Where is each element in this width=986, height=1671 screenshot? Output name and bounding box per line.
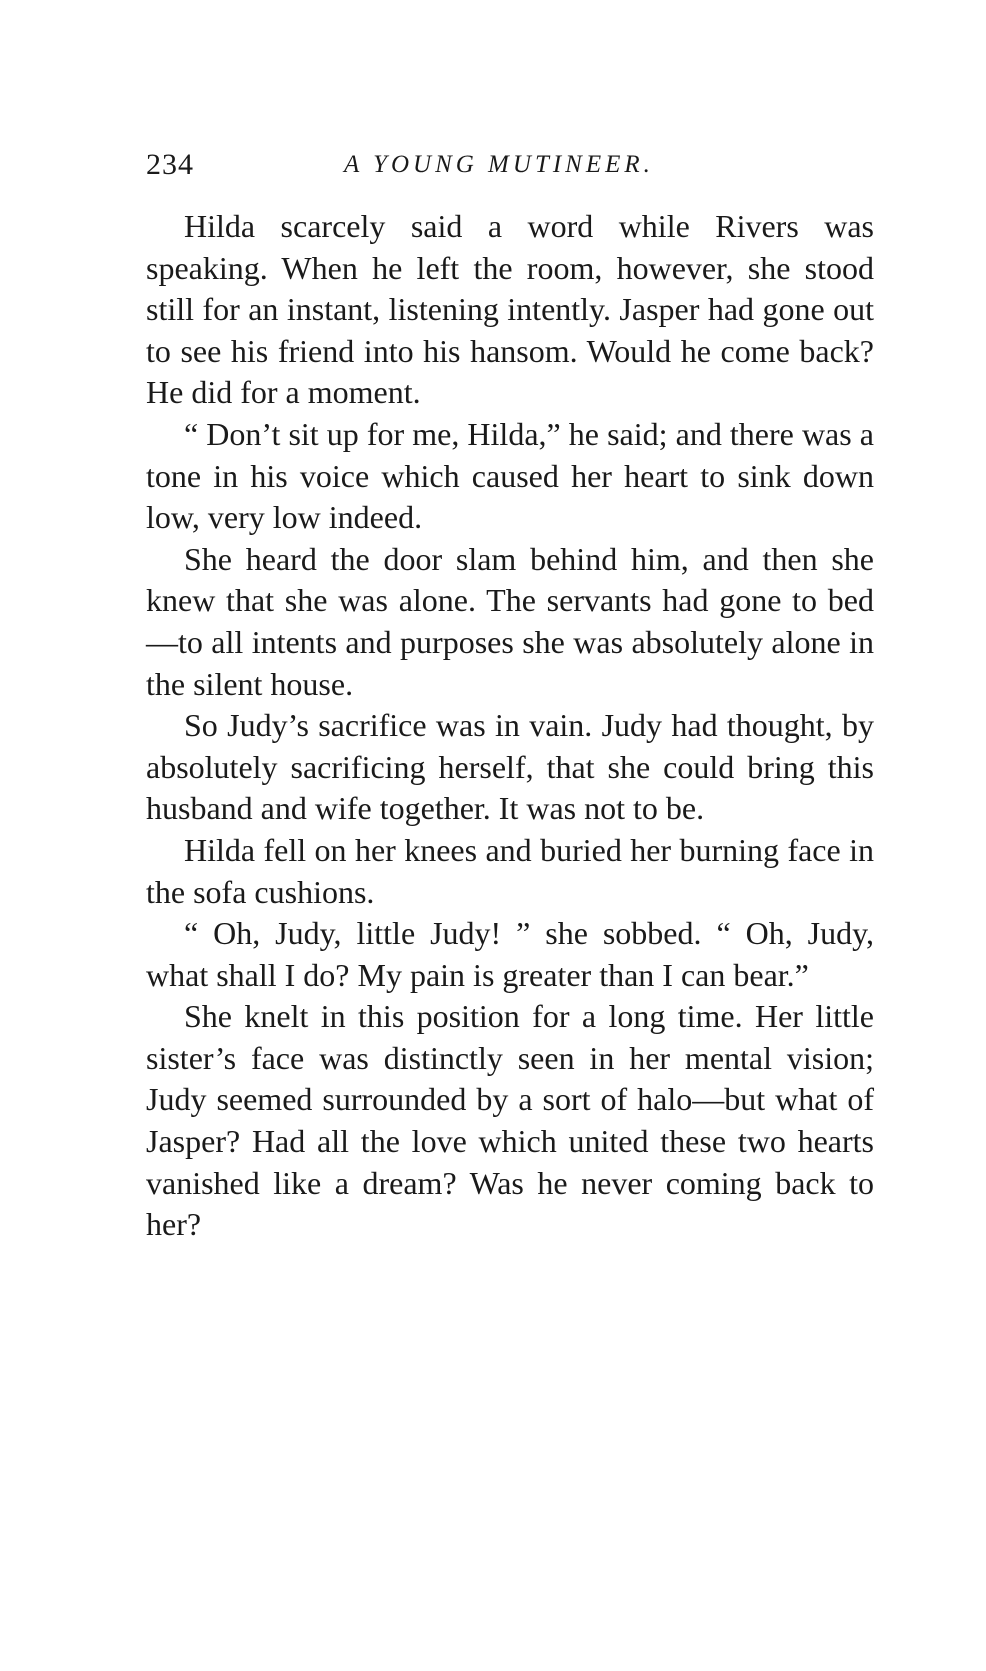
running-title: A YOUNG MUTINEER. — [344, 151, 654, 178]
running-header — [146, 148, 876, 188]
paragraph: So Judy’s sacrifice was in vain. Judy had thought, by absolutely sacrificing herself, that she could bring this husband and wife together. It was not to be. — [146, 707, 874, 827]
body-text — [146, 206, 874, 1246]
paragraph: Hilda fell on her knees and buried her burning face in the sofa cushions. — [146, 831, 874, 910]
paragraph: She knelt in this position for a long time. Her little sister’s face was distinctly seen in her mental vision; Judy seemed surrounded by a sort of halo—but what of Jasper? Had all the love which united these two hearts vanished like a dream? Was he never coming back to her? — [146, 998, 874, 1243]
paragraph: “ Oh, Judy, little Judy! ” she sobbed. “ Oh, Judy, what shall I do? My pain is greater than I can bear.” — [146, 915, 874, 993]
page-number: 234 — [146, 148, 194, 181]
paragraph: She heard the door slam behind him, and then she knew that she was alone. The servants had gone to bed—to all intents and purposes she was absolutely alone in the silent house. — [146, 540, 874, 702]
paragraph: Hilda scarcely said a word while Rivers was speaking. When he left the room, however, she stood still for an instant, listening intently. Jasper had gone out to see his friend into his hansom. Would he come back? He did for a moment. — [146, 208, 874, 411]
paragraph: “ Don’t sit up for me, Hilda,” he said; and there was a tone in his voice which caused her heart to sink down low, very low indeed. — [146, 415, 874, 536]
